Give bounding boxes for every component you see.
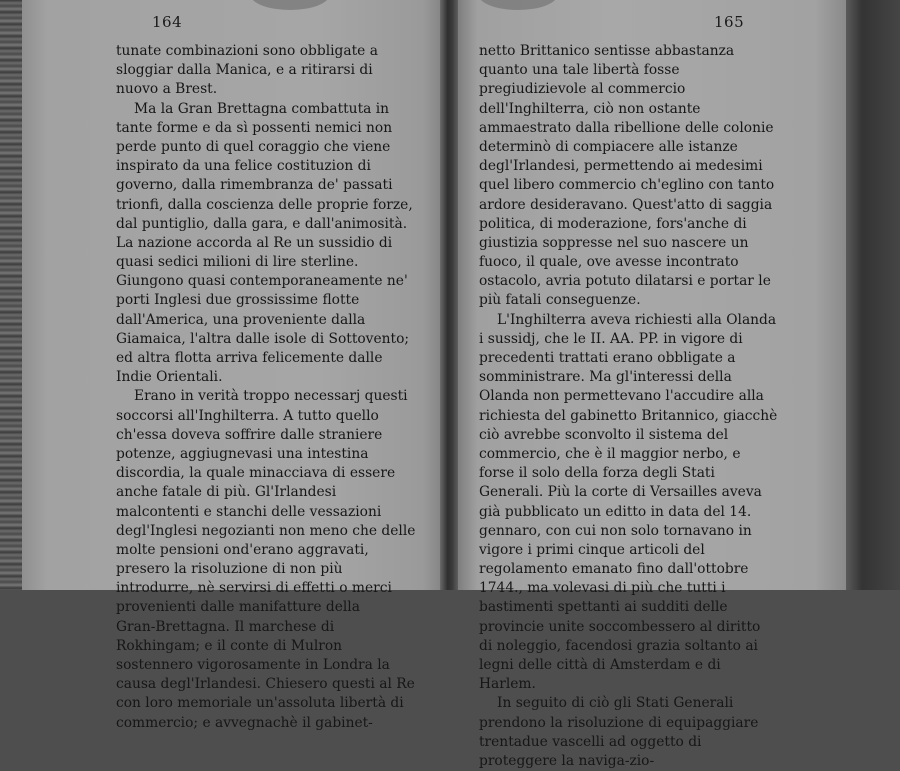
left-page-number: 164	[152, 13, 183, 31]
text-line: dell'Inghilterra, ciò non ostante	[479, 100, 701, 117]
text-line: tante forme e da sì possenti nemici non	[116, 119, 393, 136]
right-page-edges	[846, 0, 900, 590]
text-line: Olanda non permettevano l'accudire alla	[479, 388, 764, 405]
text-line: somministrare. Ma gl'interessi della	[479, 369, 732, 386]
text-line: provincie unite soccombessero al diritto	[479, 618, 761, 635]
text-line: netto Brittanico sentisse abbastanza	[479, 43, 735, 59]
left-page-text	[116, 42, 416, 733]
text-line: legni delle città di Amsterdam e di	[479, 657, 721, 673]
text-line: gennaro, con cui non solo tornavano in	[479, 522, 752, 539]
text-line: Giungono quasi contemporaneamente ne'	[116, 273, 408, 290]
text-line: anche fatale di più. Gl'Irlandesi	[116, 484, 337, 501]
text-line: trentadue vascelli ad oggetto di	[479, 733, 702, 750]
text-line: i sussidj, che le II. AA. PP. in vigore di	[479, 330, 743, 347]
right-page	[458, 0, 846, 769]
text-line: ammaestrato dalla ribellione delle colonie	[479, 119, 774, 136]
text-line: La nazione accorda al Re un sussidio di	[116, 234, 393, 251]
text-line: vigore i primi cinque articoli del	[479, 541, 705, 558]
text-line: Erano in verità troppo necessarj questi	[134, 388, 408, 405]
text-line: già pubblicato un editto in data del 14.	[479, 503, 752, 520]
text-line: malcontenti e stanchi delle vessazioni	[116, 503, 382, 520]
text-line: proteggere la naviga-zio-	[479, 752, 655, 769]
text-line: In seguito di ciò gli Stati Generali	[497, 695, 734, 712]
text-line: Harlem.	[479, 676, 536, 693]
text-line: commercio, che è il maggior nerbo, e	[479, 445, 741, 462]
text-line: L'Inghilterra aveva richiesti alla Olanda	[497, 311, 777, 328]
text-line: quanto una tale libertà fosse	[479, 62, 680, 79]
text-line: quasi sedici milioni di lire sterline.	[116, 254, 359, 271]
text-line: ostacolo, avria potuto dilatarsi e portar le	[479, 273, 771, 290]
text-line: più fatali conseguenze.	[479, 292, 641, 309]
text-line: dal puntiglio, dalla gara, e dall'animosità.	[116, 215, 408, 232]
clip-shadow-right	[478, 0, 558, 10]
text-line: trionfi, dalla coscienza delle proprie forze,	[116, 196, 413, 213]
text-line: bastimenti spettanti ai sudditi delle	[479, 599, 728, 616]
text-line: determinò di compiacere alle istanze	[479, 138, 738, 155]
text-line: giustizia soppresse nel suo nascere un	[479, 234, 749, 251]
text-line: commercio; e avvegnachè il gabinet-	[116, 714, 373, 731]
text-line: potenze, aggiugnevasi una intestina	[116, 445, 369, 462]
text-line: soccorsi all'Inghilterra. A tutto quello	[116, 407, 379, 424]
text-line: Rokhingam; e il conte di Mulron	[116, 637, 343, 654]
text-line: con loro memoriale un'assoluta libertà di	[116, 695, 404, 712]
text-line: sloggiar dalla Manica, e a ritirarsi di	[116, 62, 373, 79]
text-line: ciò avrebbe sconvolto il sistema del	[479, 426, 729, 443]
text-line: 1744., ma volevasi di più che tutti i	[479, 580, 726, 597]
text-line: regolamento emanato fino dall'ottobre	[479, 561, 749, 578]
text-line: causa degl'Irlandesi. Chiesero questi al Re	[116, 676, 415, 693]
text-line: tunate combinazioni sono obbligate a	[116, 43, 378, 59]
text-line: di noleggio, facendosi grazia soltanto ai	[479, 637, 758, 654]
text-line: prendono la risoluzione di equipaggiare	[479, 714, 759, 731]
text-line: provenienti dalle manifatture della	[116, 599, 360, 616]
left-page	[22, 0, 444, 731]
text-line: Gran-Brettagna. Il marchese di	[116, 618, 335, 635]
text-line: degl'Irlandesi, permettendo ai medesimi	[479, 158, 763, 175]
clip-shadow-left	[250, 0, 330, 10]
text-line: porti Inglesi due grossissime flotte	[116, 292, 360, 309]
text-line: ardore desideravano. Quest'atto di saggia	[479, 196, 773, 213]
text-line: discordia, la quale minacciava di essere	[116, 465, 396, 482]
text-line: governo, dalla rimembranza de' passati	[116, 177, 393, 194]
text-line: ch'essa doveva soffrire dalle straniere	[116, 426, 383, 443]
text-line: presero la risoluzione di non più	[116, 561, 343, 578]
text-line: pregiudizievole al commercio	[479, 81, 686, 98]
text-line: quel libero commercio ch'eglino con tanto	[479, 177, 775, 194]
left-page-edges	[0, 0, 24, 590]
text-line: Indie Orientali.	[116, 369, 223, 386]
text-line: Giamaica, l'altra dalle isole di Sottovento;	[116, 330, 410, 347]
right-page-text	[479, 42, 777, 771]
text-line: precedenti trattati erano obbligate a	[479, 350, 736, 366]
text-line: sostennero vigorosamente in Londra la	[116, 657, 390, 673]
right-page-number: 165	[714, 13, 745, 31]
text-line: Ma la Gran Brettagna combattuta in	[134, 100, 390, 117]
text-line: richiesta del gabinetto Britannico, giacchè	[479, 407, 778, 424]
text-line: degl'Inglesi negozianti non meno che delle	[116, 522, 416, 539]
text-line: nuovo a Brest.	[116, 81, 218, 98]
text-line: fuoco, il quale, ove avesse incontrato	[479, 254, 739, 271]
text-line: introdurre, nè servirsi di effetti o merci	[116, 580, 392, 597]
text-line: politica, di moderazione, fors'anche di	[479, 215, 747, 232]
text-line: molte pensioni ond'erano aggravati,	[116, 541, 369, 558]
text-line: dall'America, una proveniente dalla	[116, 311, 366, 328]
text-line: forse il solo della forza degli Stati	[479, 465, 715, 482]
text-line: inspirato da una felice costituzion di	[116, 158, 371, 175]
text-line: Generali. Più la corte di Versailles aveva	[479, 484, 762, 501]
text-line: ed altra flotta arriva felicemente dalle	[116, 350, 383, 366]
text-line: perde punto di quel coraggio che viene	[116, 138, 391, 155]
